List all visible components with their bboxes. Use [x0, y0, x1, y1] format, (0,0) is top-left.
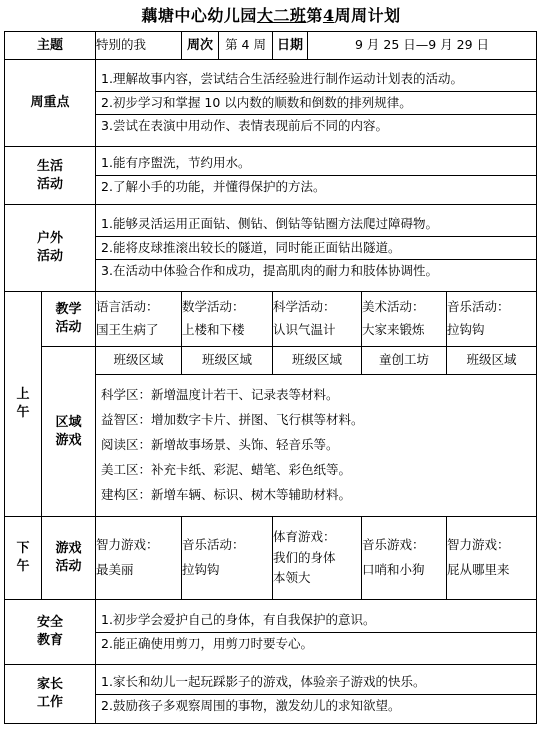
teaching-cell: 数学活动： 上楼和下楼 [182, 292, 273, 347]
focus-item: 2.初步学习和掌握 10 以内数的顺数和倒数的排列规律。 [96, 91, 536, 115]
area-items [96, 375, 537, 517]
focus-item: 3.尝试在表演中用动作、表情表现前后不同的内容。 [96, 114, 536, 138]
week-label: 周次 [182, 32, 219, 60]
teaching-row [5, 292, 537, 347]
document-title [0, 3, 542, 25]
area-header: 班级区域 [96, 347, 182, 375]
games-label: 游戏 活动 [42, 517, 96, 600]
area-item: 美工区：补充卡纸、彩泥、蜡笔、彩色纸等。 [101, 461, 352, 477]
game-cell: 体育游戏： 我们的身体 本领大 [273, 517, 362, 600]
title-suffix: 周周计划 [334, 6, 401, 25]
title-class: 大二班 [256, 6, 307, 25]
teaching-label: 教学 活动 [42, 292, 96, 347]
week-value: 第 4 周 [219, 32, 273, 60]
safety-item: 2.能正确使用剪刀，用剪刀时要专心。 [96, 632, 536, 656]
afternoon-row [5, 517, 537, 600]
focus-item: 1.理解故事内容，尝试结合生活经验进行制作运动计划表的活动。 [101, 70, 463, 86]
parents-label: 家长 工作 [5, 665, 96, 724]
game-cell: 智力游戏： 最美丽 [96, 517, 182, 600]
theme-value: 特别的我 [96, 32, 182, 60]
title-week-number: 4 [322, 6, 335, 25]
date-value: 9 月 25 日—9 月 29 日 [308, 32, 537, 60]
focus-label: 周重点 [5, 60, 96, 147]
morning-label: 上 午 [5, 292, 42, 517]
outdoor-content [96, 205, 537, 292]
life-label: 生活 活动 [5, 147, 96, 205]
teaching-cell: 美术活动： 大家来锻炼 [362, 292, 447, 347]
areas-label: 区域 游戏 [42, 347, 96, 517]
life-row [5, 147, 537, 205]
safety-content [96, 600, 537, 665]
title-prefix: 藕塘中心幼儿园 [141, 6, 257, 25]
outdoor-label: 户外 活动 [5, 205, 96, 292]
area-header: 班级区域 [273, 347, 362, 375]
parents-row [5, 665, 537, 724]
parents-item: 1.家长和幼儿一起玩踩影子的游戏，体验亲子游戏的快乐。 [101, 673, 426, 689]
game-cell: 音乐活动： 拉钩钩 [182, 517, 273, 600]
weekly-plan-table [4, 31, 537, 724]
header-row [5, 32, 537, 60]
teaching-cell: 音乐活动： 拉钩钩 [447, 292, 537, 347]
life-content [96, 147, 537, 205]
outdoor-row [5, 205, 537, 292]
afternoon-label: 下 午 [5, 517, 42, 600]
teaching-cell: 语言活动： 国王生病了 [96, 292, 182, 347]
date-label: 日期 [273, 32, 308, 60]
outdoor-item: 2.能将皮球推滚出较长的隧道，同时能正面钻出隧道。 [96, 236, 536, 260]
focus-content [96, 60, 537, 147]
focus-row [5, 60, 537, 147]
life-item: 1.能有序盥洗，节约用水。 [101, 155, 251, 171]
area-header: 班级区域 [447, 347, 537, 375]
area-item: 益智区：增加数字卡片、拼图、飞行棋等材料。 [101, 412, 364, 428]
outdoor-item: 1.能够灵活运用正面钻、侧钻、倒钻等钻圈方法爬过障碍物。 [101, 215, 438, 231]
title-mid: 第 [306, 6, 323, 25]
parents-content [96, 665, 537, 724]
safety-label: 安全 教育 [5, 600, 96, 665]
area-header: 班级区域 [182, 347, 273, 375]
safety-row [5, 600, 537, 665]
area-item: 阅读区：新增故事场景、头饰、轻音乐等。 [101, 437, 339, 453]
life-item: 2.了解小手的功能，并懂得保护的方法。 [96, 175, 536, 199]
area-header-row [5, 347, 537, 375]
theme-label: 主题 [5, 32, 96, 60]
area-item: 建构区：新增车辆、标识、树木等辅助材料。 [101, 486, 352, 502]
game-cell: 智力游戏： 屁从哪里来 [447, 517, 537, 600]
area-header: 童创工坊 [362, 347, 447, 375]
parents-item: 2.鼓励孩子多观察周围的事物，激发幼儿的求知欲望。 [96, 694, 536, 718]
safety-item: 1.初步学会爱护自己的身体，有自我保护的意识。 [101, 611, 376, 627]
teaching-cell: 科学活动： 认识气温计 [273, 292, 362, 347]
game-cell: 音乐游戏： 口哨和小狗 [362, 517, 447, 600]
outdoor-item: 3.在活动中体验合作和成功，提高肌肉的耐力和肢体协调性。 [96, 259, 536, 283]
area-item: 科学区：新增温度计若干、记录表等材料。 [101, 387, 339, 403]
